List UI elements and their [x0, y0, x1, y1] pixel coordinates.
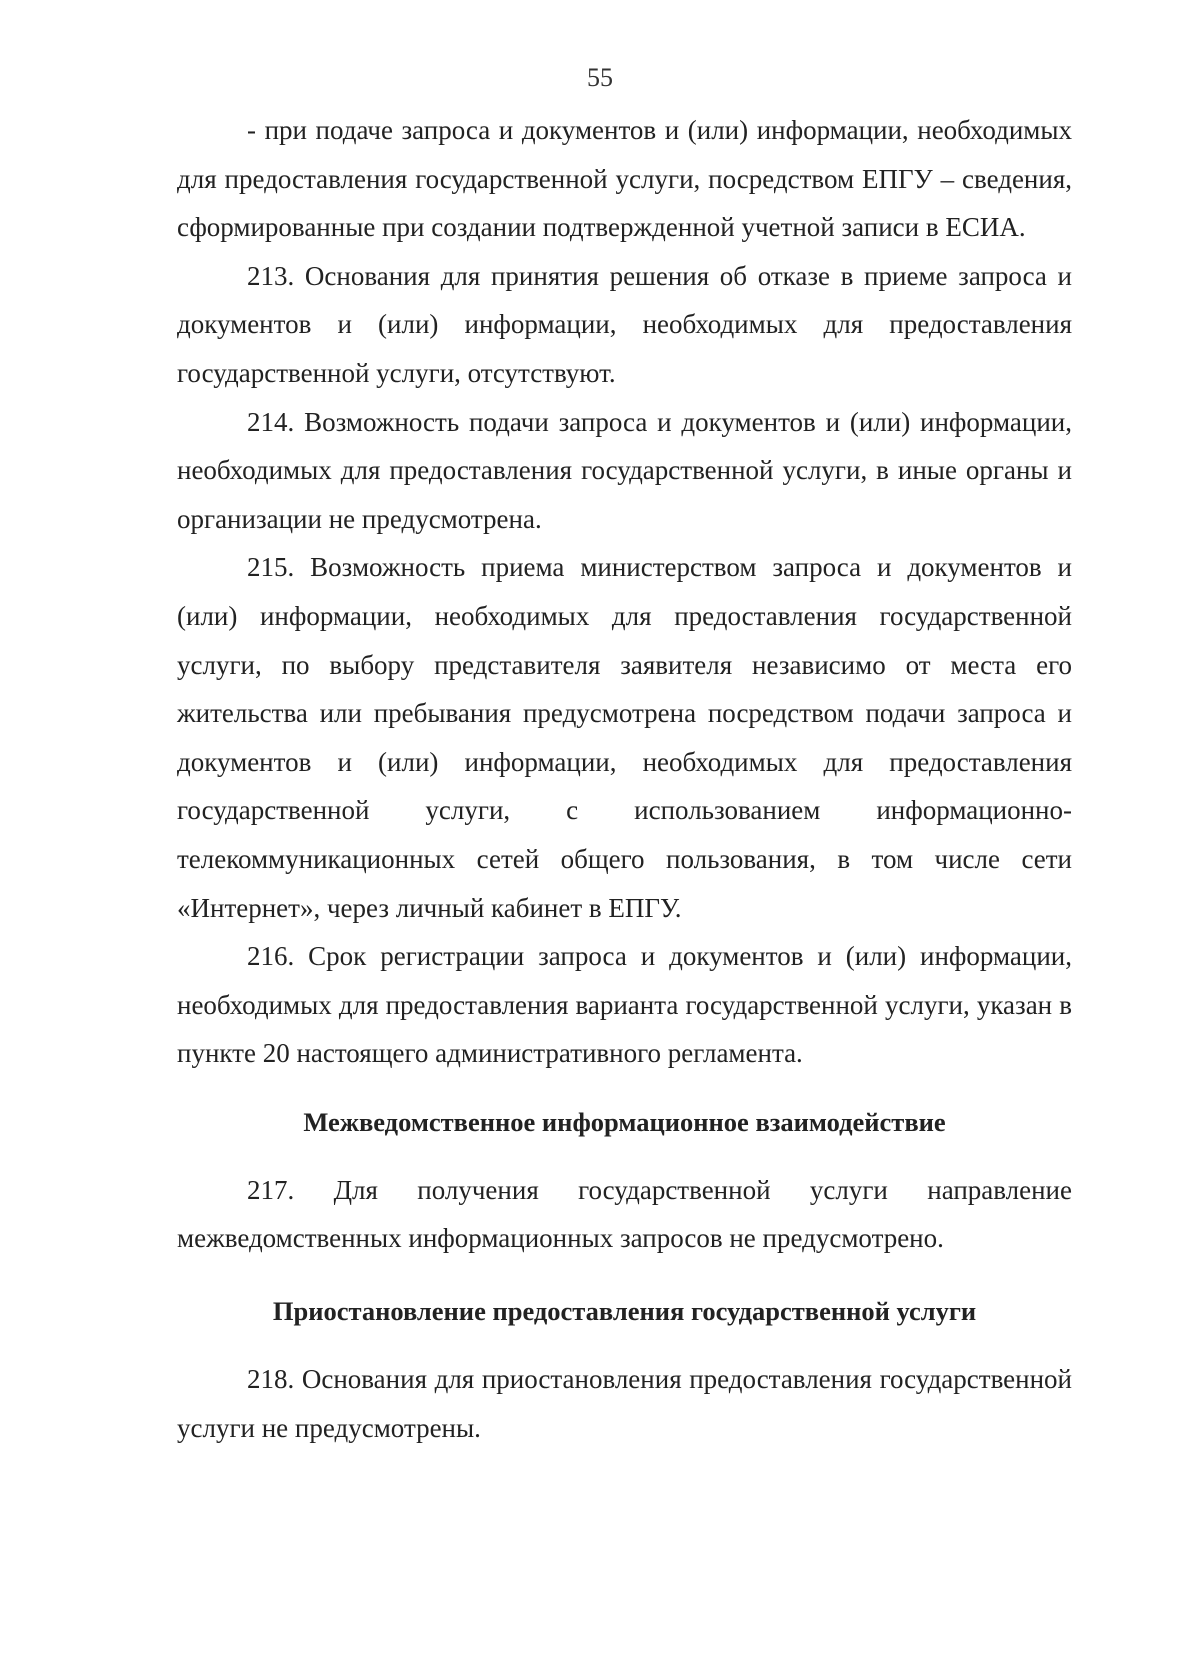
section-heading-suspension: Приостановление предоставления государственной услуги [272, 1296, 977, 1327]
paragraph-217: 217. Для получения государственной услуги направление межведомственных информационных запросов не предусмотрено. [177, 1174, 1072, 1254]
section-heading-interagency: Межведомственное информационное взаимодействие [303, 1106, 946, 1137]
paragraph-213: 213. Основания для принятия решения об отказе в приеме запроса и документов и (или) информации, необходимых для предоставления государственной услуги, отсутствуют. [177, 260, 1072, 388]
paragraph-214: 214. Возможность подачи запроса и документов и (или) информации, необходимых для предоставления государственной услуги, в иные органы и организации не предусмотрена. [177, 406, 1072, 534]
paragraph-215: 215. Возможность приема министерством запроса и документов и (или) информации, необходимых для предоставления государственной услуги, по выбору представителя заявителя независимо от места его жительства или пребывания предусмотрена посредством подачи запроса и документов и (или) информации, необходимых для предоставления государственной услуги, с использованием информационно-телекоммуникационных сетей общего пользования, в том числе сети «Интернет», через личный кабинет в ЕПГУ. [177, 552, 1072, 923]
document-body [177, 106, 1072, 1452]
paragraph-continuation: - при подаче запроса и документов и (или) информации, необходимых для предоставления государственной услуги, посредством ЕПГУ – сведения, сформированные при создании подтвержденной учетной записи в ЕСИА. [177, 115, 1072, 243]
paragraph-218: 218. Основания для приостановления предоставления государственной услуги не предусмотрены. [177, 1364, 1072, 1443]
page-number: 55 [587, 63, 613, 92]
paragraph-216: 216. Срок регистрации запроса и документов и (или) информации, необходимых для предоставления варианта государственной услуги, указан в пункте 20 настоящего административного регламента. [177, 941, 1072, 1069]
